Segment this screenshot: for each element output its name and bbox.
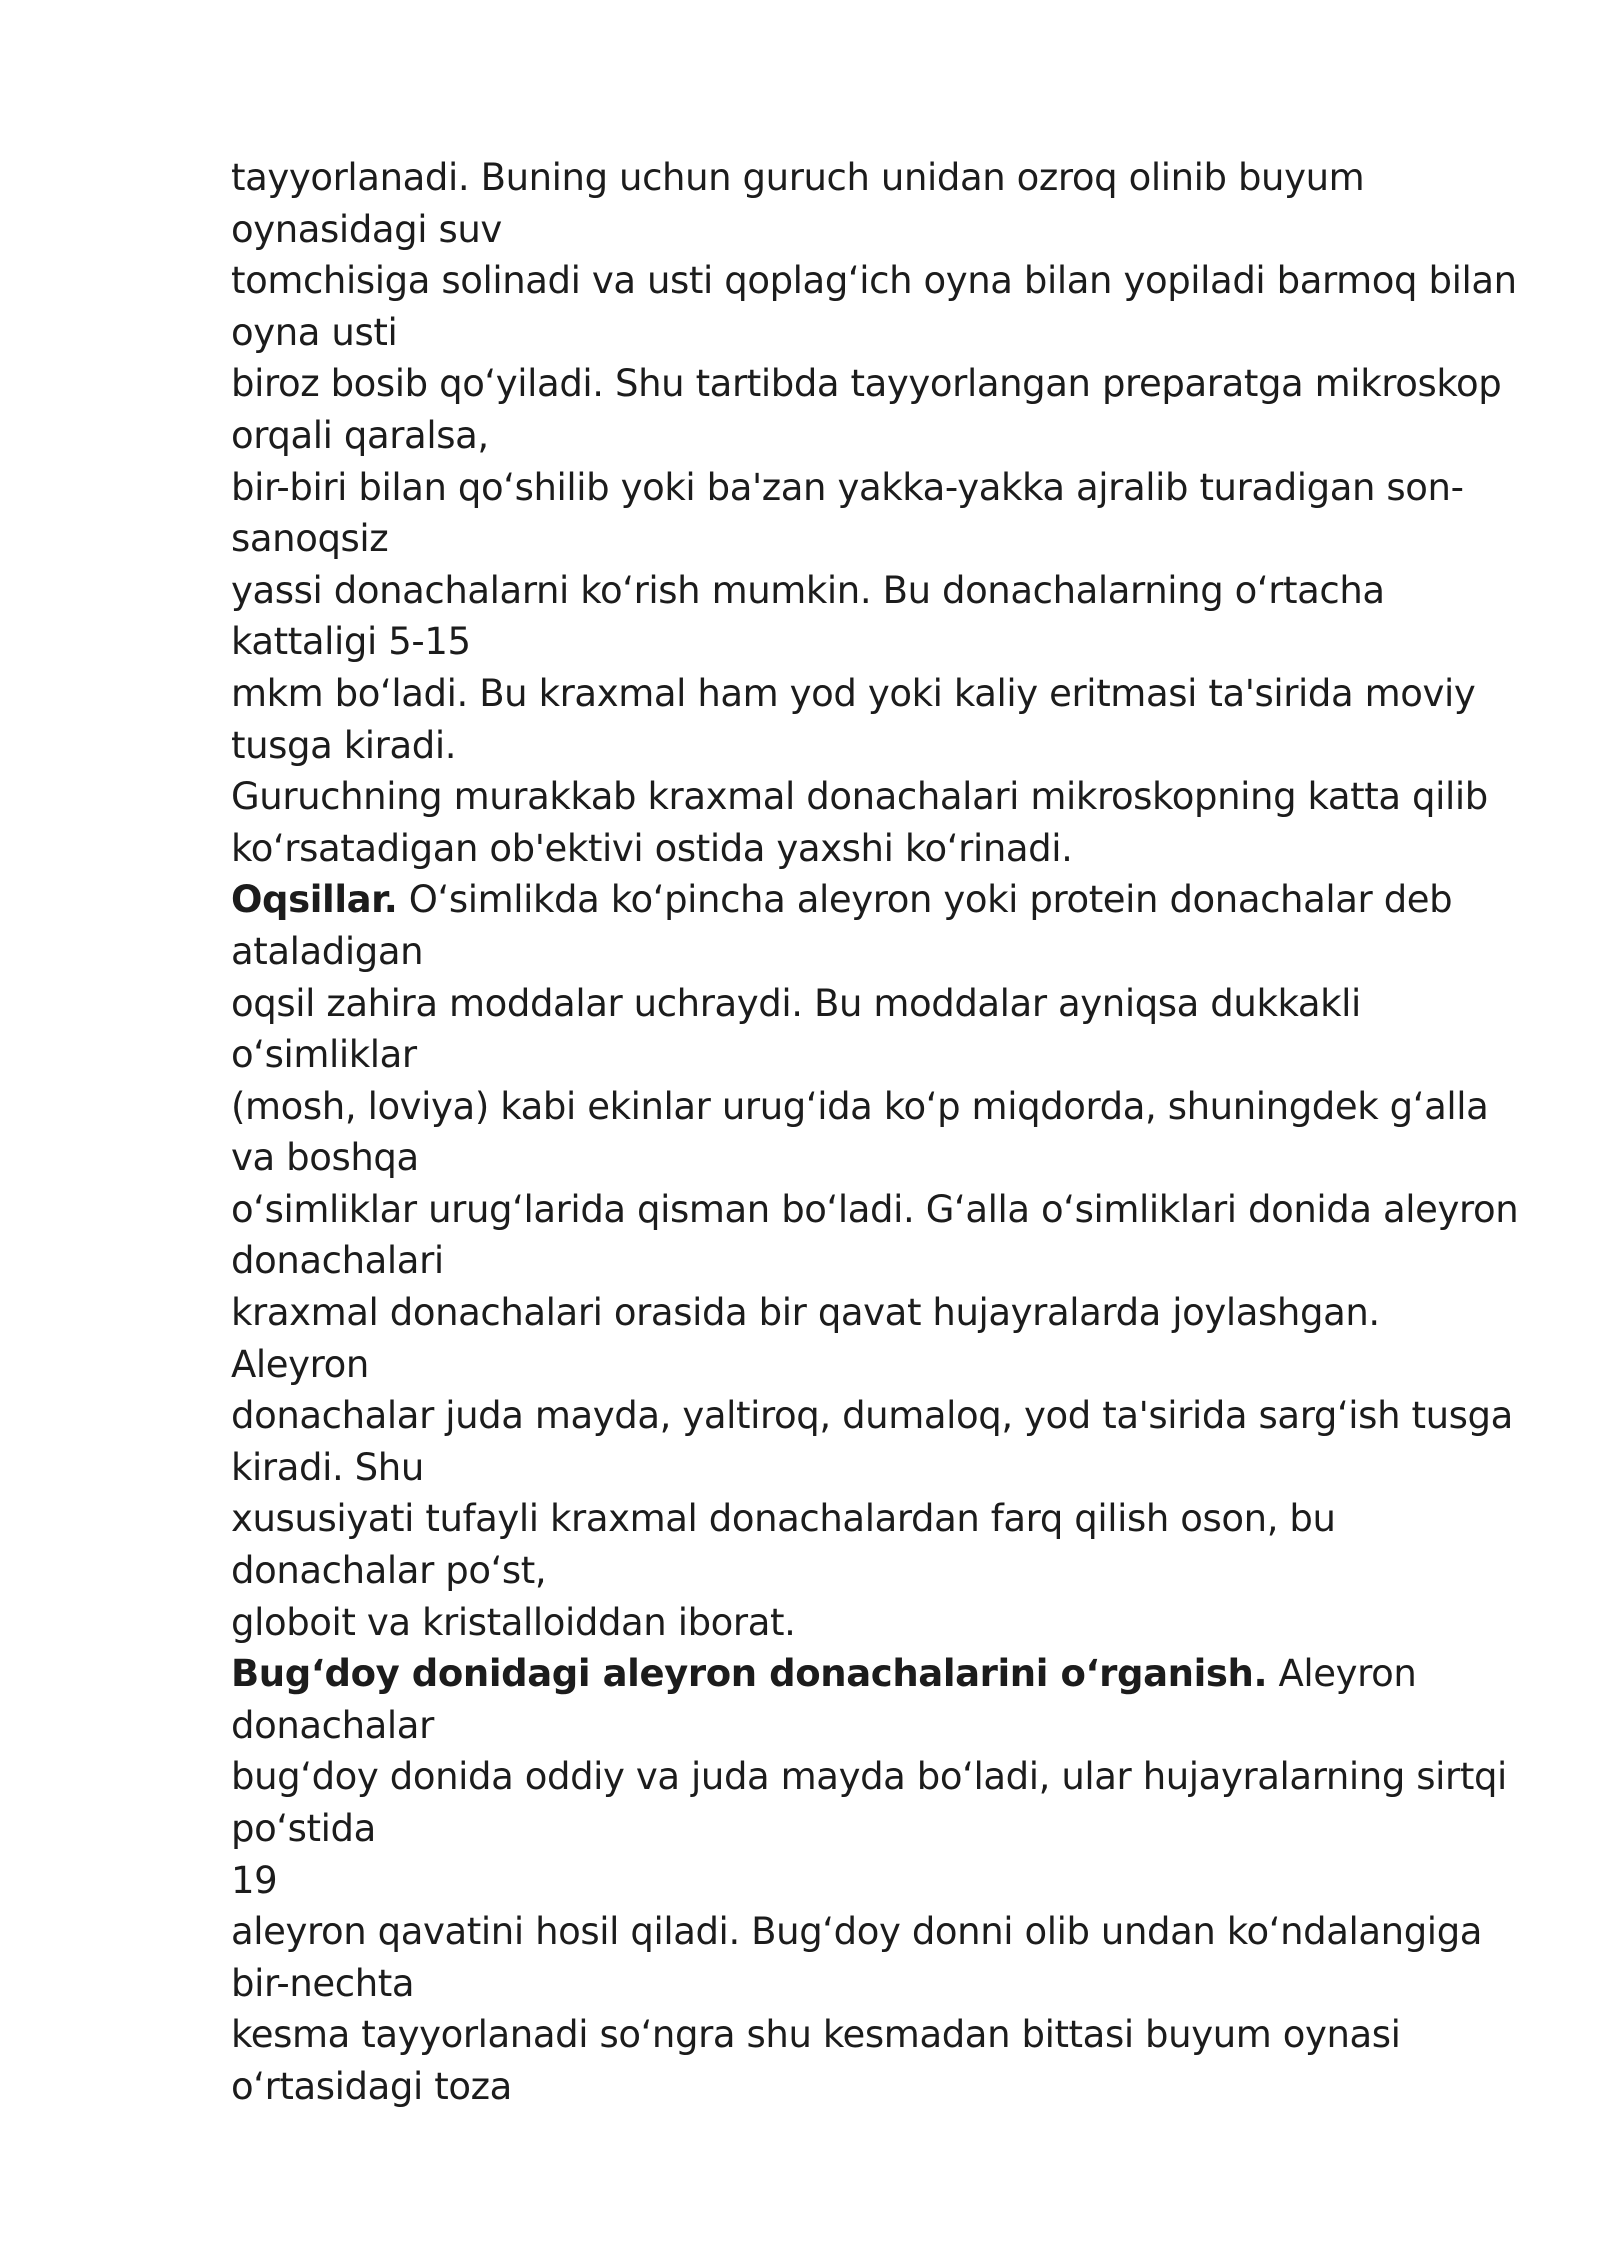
text-line: biroz bosib qo‘yiladi. Shu tartibda tayyorlangan preparatga mikroskop [231, 362, 1502, 406]
text-line: kiradi. Shu [231, 1445, 424, 1489]
text-line: kesma tayyorlanadi so‘ngra shu kesmadan bittasi buyum oynasi [231, 2013, 1401, 2057]
text-line: oqsil zahira moddalar uchraydi. Bu moddalar ayniqsa dukkakli [231, 981, 1361, 1025]
text-line: mkm bo‘ladi. Bu kraxmal ham yod yoki kaliy eritmasi ta'sirida moviy [231, 671, 1476, 715]
text-line: bir-biri bilan qo‘shilib yoki ba'zan yakka-yakka ajralib turadigan son- [231, 465, 1464, 509]
text-line: (mosh, loviya) kabi ekinlar urug‘ida ko‘p miqdorda, shuningdek g‘alla [231, 1084, 1489, 1128]
text-line: kraxmal donachalari orasida bir qavat hujayralarda joylashgan. [231, 1291, 1380, 1335]
text-line: bug‘doy donida oddiy va juda mayda bo‘ladi, ular hujayralarning sirtqi [231, 1755, 1507, 1799]
text-line: donachalar po‘st, [231, 1549, 547, 1593]
text-line: o‘rtasidagi toza [231, 2064, 512, 2108]
text-line: donachalar juda mayda, yaltiroq, dumaloq, yod ta'sirida sarg‘ish tusga [231, 1394, 1513, 1438]
section-heading-aleyron: Bug‘doy donidagi aleyron donachalarini o‘rganish. [231, 1652, 1268, 1696]
text-line: po‘stida [231, 1807, 376, 1850]
text-line: xususiyati tufayli kraxmal donachalardan farq qilish oson, bu [231, 1497, 1336, 1541]
page-number: 19 [231, 1858, 278, 1902]
text-line: tomchisiga solinadi va usti qoplag‘ich oyna bilan yopiladi barmoq bilan [231, 259, 1517, 303]
text-line: globoit va kristalloiddan iborat. [231, 1600, 796, 1644]
text-line [231, 874, 1531, 926]
text-line: oyna usti [231, 310, 398, 354]
text-run: Aleyron [1267, 1652, 1417, 1696]
text-line: orqali qaralsa, [231, 413, 489, 457]
text-line: tusga kiradi. [231, 723, 457, 767]
text-line: tayyorlanadi. Buning uchun guruch unidan ozroq olinib buyum [231, 156, 1365, 199]
text-line: oynasidagi suv [231, 207, 502, 251]
section-heading-oqsillar: Oqsillar. [231, 878, 398, 922]
text-line: bir-nechta [231, 1961, 415, 2005]
text-line: Aleyron [231, 1342, 369, 1386]
document-page [231, 152, 1531, 2113]
text-line: donachalari [231, 1239, 444, 1283]
text-line: ko‘rsatadigan ob'ektivi ostida yaxshi ko‘rinadi. [231, 826, 1073, 870]
text-run: O‘simlikda ko‘pincha aleyron yoki protein donachalar deb [397, 878, 1453, 922]
text-line: donachalar [231, 1703, 434, 1747]
text-line: o‘simliklar [231, 1033, 417, 1077]
text-line: kattaligi 5-15 [231, 620, 471, 664]
text-line: ataladigan [231, 929, 424, 973]
text-line: o‘simliklar urug‘larida qisman bo‘ladi. G‘alla o‘simliklari donida aleyron [231, 1187, 1519, 1231]
text-line [231, 1648, 1531, 1700]
text-line: aleyron qavatini hosil qiladi. Bug‘doy donni olib undan ko‘ndalangiga [231, 1910, 1483, 1954]
text-line: Guruchning murakkab kraxmal donachalari mikroskopning katta qilib [231, 775, 1488, 819]
text-line: sanoqsiz [231, 517, 389, 561]
text-line: va boshqa [231, 1136, 419, 1180]
text-line: yassi donachalarni ko‘rish mumkin. Bu donachalarning o‘rtacha [231, 568, 1385, 612]
